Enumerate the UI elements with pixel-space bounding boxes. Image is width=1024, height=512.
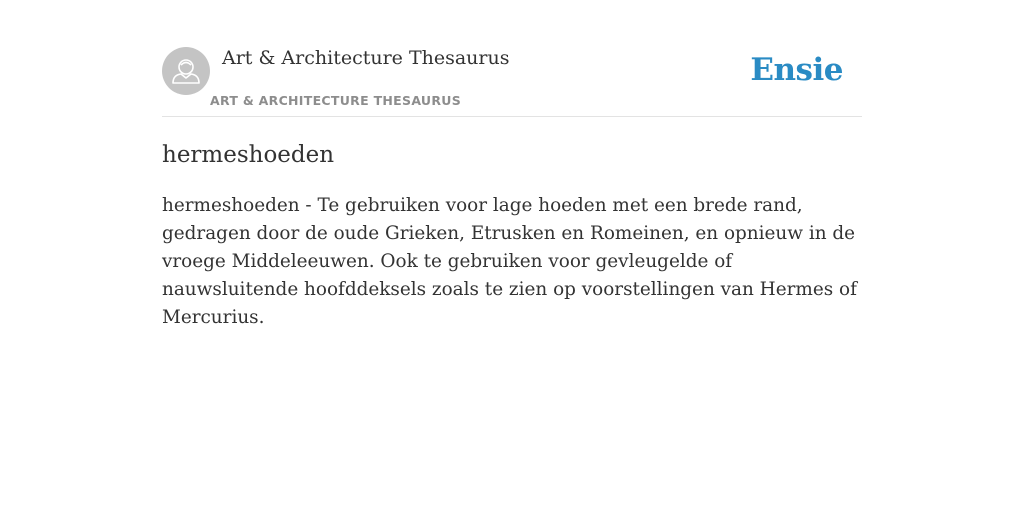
entry-definition: hermeshoeden - Te gebruiken voor lage hoeden met een brede rand, gedragen door de oude Grieken, Etrusken en Romeinen, en opnieuw in de vroege Middeleeuwen. Ook te gebruiken voor gevleugelde of nauwsluitende hoofddeksels zoals te zien op voorstellingen van Hermes of Mercurius. (162, 195, 857, 328)
site-subtitle[interactable]: ART & ARCHITECTURE THESAURUS (210, 93, 462, 108)
brand-logo[interactable]: Ensie (750, 52, 843, 88)
entry-title: hermeshoeden (162, 142, 335, 168)
avatar[interactable] (162, 47, 210, 95)
header (162, 0, 862, 117)
page (162, 0, 862, 512)
site-title[interactable]: Art & Architecture Thesaurus (222, 47, 510, 69)
user-silhouette-icon (162, 47, 210, 95)
